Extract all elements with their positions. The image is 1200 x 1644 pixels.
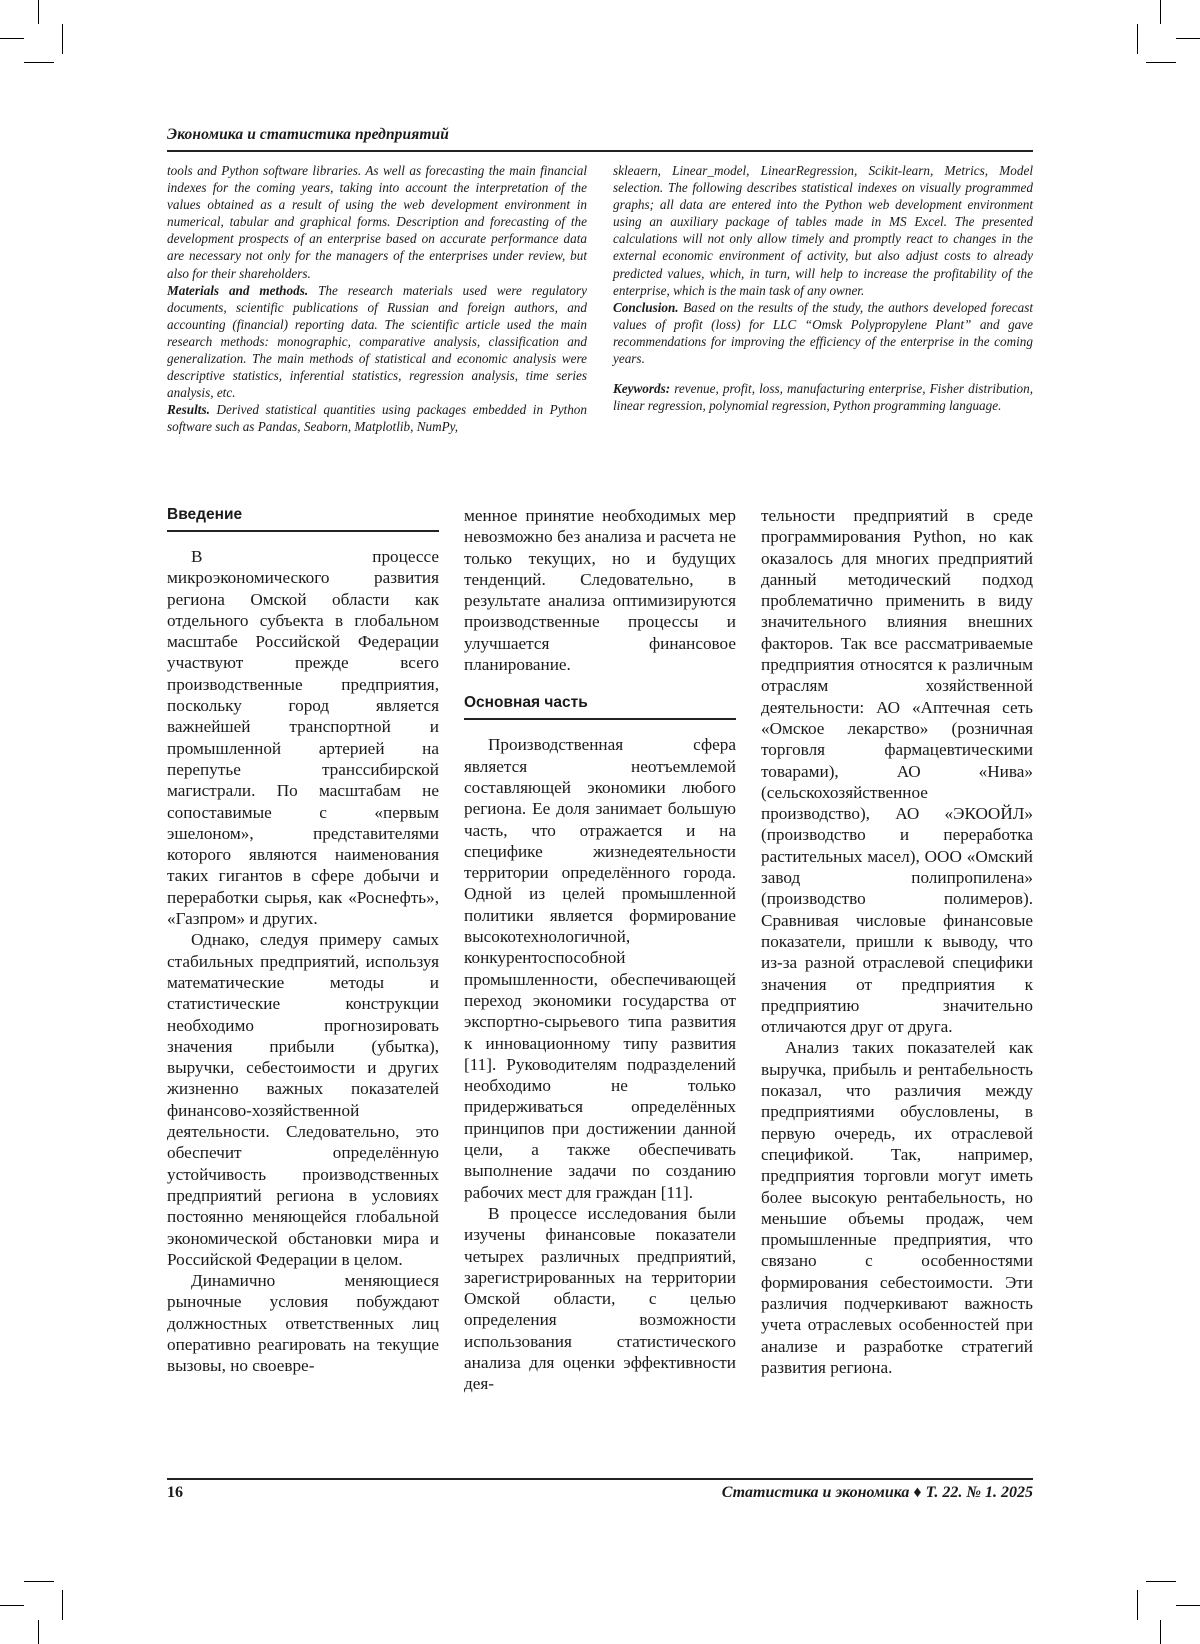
crop-mark: [1137, 24, 1138, 54]
body-column-3: [761, 505, 1033, 1378]
abstract-paragraph: [167, 282, 587, 402]
section-heading-main-part: Основная часть: [464, 693, 736, 720]
abstract-paragraph: [167, 401, 587, 435]
spacer: [613, 367, 1033, 380]
results-label: Results.: [167, 402, 210, 418]
crop-mark: [1176, 1605, 1200, 1606]
body-column-1: [167, 505, 439, 1377]
crop-mark: [38, 0, 39, 24]
crop-mark: [1160, 1620, 1161, 1644]
body-paragraph: тельности предприятий в среде программирования Python, но как оказалось для многих предприятий данный методический подход проблематично применить в виду значительного влияния внешних факторов. Так все рассматриваемые предприятия относятся к различным отраслям хозяйственной деятельности: АО «Аптечная сеть «Омское лекарство» (розничная торговля фармацевтическими товарами), АО «Нива» (сельскохозяйственное производство), АО «ЭКООЙЛ» (производство и переработка растительных масел), ООО «Омский завод полипропилена» (производство полимеров). Сравнивая числовые финансовые показатели, пришли к выводу, что из-за разной отраслевой специфики значения от предприятия к предприятию значительно отличаются друг от друга.: [761, 506, 1033, 1037]
crop-mark: [24, 1581, 54, 1582]
body-paragraph: менное принятие необходимых мер невозможно без анализа и расчета не только текущих, но и будущих тенденций. Следовательно, в результате анализа оптимизируются производственные процессы и улучшается финансовое планирование.: [464, 506, 736, 675]
section-heading-introduction: Введение: [167, 505, 439, 532]
keywords-text: revenue, profit, loss, manufacturing enterprise, Fisher distribution, linear regression, polynomial regression, Python programming language.: [613, 381, 1033, 414]
crop-mark: [62, 24, 63, 54]
header-rule: [167, 150, 1033, 152]
crop-mark: [0, 38, 24, 39]
abstract-paragraph: skleaern, Linear_model, LinearRegression, Scikit-learn, Metrics, Model selection. The following describes statistical indexes on visually programmed graphs; all data are entered into the Python web development environment using an auxiliary package of tables made in MS Excel. The presented calculations will not only allow timely and promptly react to changes in the external economic environment of activity, but also adjust costs to already predicted values, which, in turn, will help to increase the profitability of the enterprise, which is the main task of any owner.: [613, 163, 1033, 298]
crop-mark: [38, 1620, 39, 1644]
results-text: Derived statistical quantities using packages embedded in Python software such as Pandas, Seaborn, Matplotlib, NumPy,: [167, 402, 587, 435]
crop-mark: [1176, 38, 1200, 39]
crop-mark: [1137, 1590, 1138, 1620]
abstract-left-column: [167, 162, 587, 436]
crop-mark: [1146, 62, 1176, 63]
body-column-2: [464, 505, 736, 1395]
crop-mark: [1146, 1581, 1176, 1582]
body-paragraph: В процессе исследования были изучены финансовые показатели четырех различных предприятий, зарегистрированных на территории Омской области, с целью определения возможности использования статистического анализа для оценки эффективности дея-: [464, 1203, 736, 1394]
materials-label: Materials and methods.: [167, 282, 309, 298]
materials-text: The research materials used were regulatory documents, scientific publications of Russian and foreign authors, and accounting (financial) reporting data. The scientific article used the main research methods: monographic, comparative analysis, classification and generalization. The main methods of statistical and economic analysis were descriptive statistics, inferential statistics, regression analysis, time series analysis, etc.: [167, 282, 587, 401]
keywords-label: Keywords:: [613, 381, 671, 397]
crop-mark: [0, 1605, 24, 1606]
body-paragraph: Однако, следуя примеру самых стабильных предприятий, используя математические методы и статистические конструкции необходимо прогнозировать значения прибыли (убытка), выручки, себестоимости и других жизненно важных показателей финансово-хозяйственной деятельности. Следовательно, это обеспечит определённую устойчивость производственных предприятий региона в условиях постоянно меняющейся глобальной экономической обстановки мира и Российской Федерации в целом.: [167, 930, 439, 1269]
conclusion-label: Conclusion.: [613, 299, 679, 315]
abstract-right-column: [613, 162, 1033, 414]
abstract-paragraph: [613, 299, 1033, 367]
body-paragraph: Производственная сфера является неотъемлемой составляющей экономики любого региона. Ее доля занимает большую часть, что отражается и на специфике жизнедеятельности территории определённого города. Одной из целей промышленной политики является формирование высокотехнологичной, конкурентоспособной промышленности, обеспечивающей переход экономики государства от экспортно-сырьевого типа развития к инновационному типу развития [11]. Руководителям подразделений необходимо не только придерживаться определённых принципов при достижении данной цели, а также обеспечивать выполнение задачи по созданию рабочих мест для граждан [11].: [464, 735, 736, 1202]
body-paragraph: Динамично меняющиеся рыночные условия побуждают должностных ответственных лиц оперативно реагировать на текущие вызовы, но своевре-: [167, 1271, 439, 1376]
footer-rule: [167, 1478, 1033, 1480]
abstract-paragraph: tools and Python software libraries. As well as forecasting the main financial indexes for the coming years, taking into account the interpretation of the values obtained as a result of using the web development environment in numerical, tabular and graphical forms. Description and forecasting of the development prospects of an enterprise based on accurate performance data are necessary not only for the managers of the enterprises under review, but also for their shareholders.: [167, 163, 587, 281]
body-paragraph: В процессе микроэкономического развития региона Омской области как отдельного субъекта в глобальном масштабе Российской Федерации участвуют прежде всего производственные предприятия, поскольку город является важнейшей транспортной и промышленной артерией на перепутье транссибирской магистрали. По масштабам не сопоставимые с «первым эшелоном», представителями которого являются наименования таких гигантов в сфере добычи и переработки сырья, как «Роснефть», «Газпром» и других.: [167, 547, 439, 929]
journal-citation: Статистика и экономика ♦ Т. 22. № 1. 2025: [721, 1484, 1033, 1501]
conclusion-text: Based on the results of the study, the authors developed forecast values of profit (loss) for LLC “Omsk Polypropylene Plant” and gave recommendations for improving the efficiency of the enterprise in the coming years.: [613, 299, 1033, 367]
crop-mark: [24, 62, 54, 63]
running-title: Экономика и статистика предприятий: [167, 126, 449, 143]
crop-mark: [62, 1590, 63, 1620]
page-number: 16: [167, 1484, 183, 1501]
abstract-paragraph: [613, 380, 1033, 414]
crop-mark: [1160, 0, 1161, 24]
body-paragraph: Анализ таких показателей как выручка, прибыль и рентабельность показал, что различия между предприятиями обусловлены, в первую очередь, их отраслевой спецификой. Так, например, предприятия торговли могут иметь более высокую рентабельность, но меньшие объемы продаж, чем промышленные предприятия, что связано с особенностями формирования себестоимости. Эти различия подчеркивают важность учета отраслевых особенностей при анализе и разработке стратегий развития региона.: [761, 1038, 1033, 1377]
